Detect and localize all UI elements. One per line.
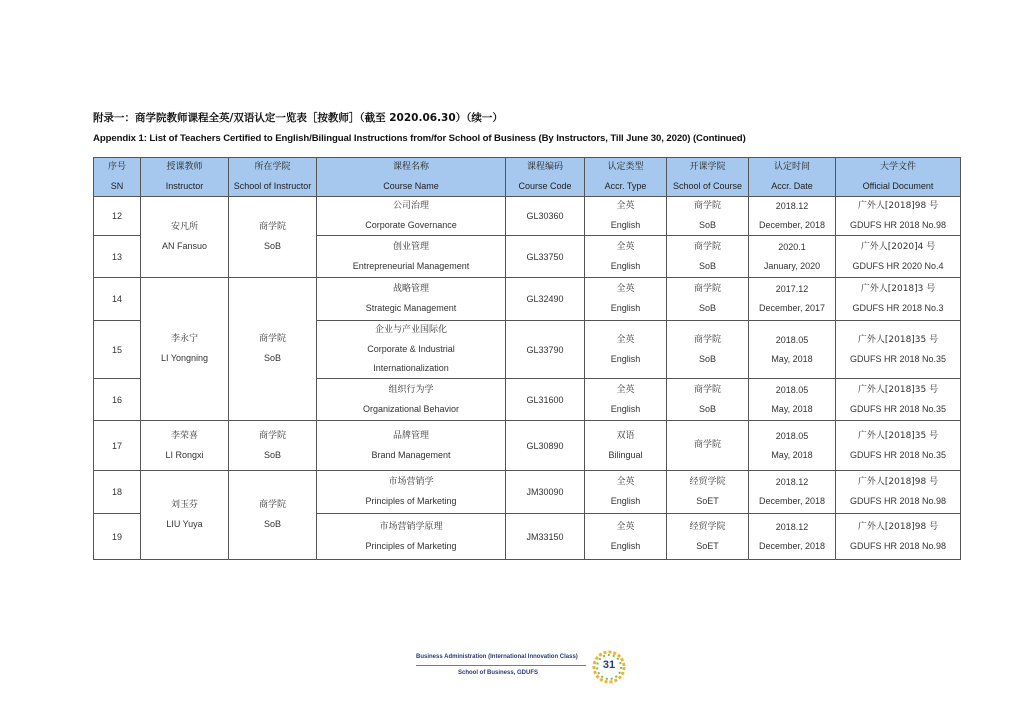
cell-official-document: 广外人[2018]35 号 GDUFS HR 2018 No.35 (836, 379, 961, 421)
cell-accr-date: 2018.12 December, 2018 (749, 514, 836, 560)
cell-school-of-instructor: 商学院 SoB (229, 471, 317, 560)
cell-accr-type: 全英 English (585, 321, 667, 379)
footer-program-name: Business Administration (International Innovation Class) (416, 654, 578, 660)
cell-instructor: 李荣喜 LI Rongxi (141, 421, 229, 471)
cell-official-document: 广外人[2020]4 号 GDUFS HR 2020 No.4 (836, 236, 961, 278)
cell-school-of-course: 商学院 SoB (667, 379, 749, 421)
header-accr-type: 认定类型 Accr. Type (585, 158, 667, 197)
header-sn: 序号 SN (94, 158, 141, 197)
cell-instructor: 刘玉芬 LIU Yuya (141, 471, 229, 560)
cell-sn: 16 (94, 379, 141, 421)
header-official-document: 大学文件 Official Document (836, 158, 961, 197)
cell-school-of-instructor: 商学院 SoB (229, 197, 317, 278)
cell-sn: 18 (94, 471, 141, 514)
header-school-of-instructor: 所在学院 School of Instructor (229, 158, 317, 197)
cell-course-name: 市场营销学 Principles of Marketing (317, 471, 506, 514)
header-accr-date: 认定时间 Accr. Date (749, 158, 836, 197)
cell-accr-type: 全英 English (585, 197, 667, 236)
cell-course-code: JM30090 (506, 471, 585, 514)
header-course-name: 课程名称 Course Name (317, 158, 506, 197)
cell-sn: 12 (94, 197, 141, 236)
cell-school-of-course: 商学院 SoB (667, 236, 749, 278)
cell-accr-type: 全英 English (585, 278, 667, 321)
footer-school-name: School of Business, GDUFS (458, 670, 539, 676)
cell-accr-type: 全英 English (585, 514, 667, 560)
cell-course-name: 战略管理 Strategic Management (317, 278, 506, 321)
cell-course-code: GL33750 (506, 236, 585, 278)
cell-course-name: 品牌管理 Brand Management (317, 421, 506, 471)
header-course-code: 课程编码 Course Code (506, 158, 585, 197)
page-footer (416, 651, 631, 685)
table-header-row (94, 158, 961, 197)
cell-course-name: 组织行为学 Organizational Behavior (317, 379, 506, 421)
cell-official-document: 广外人[2018]35 号 GDUFS HR 2018 No.35 (836, 321, 961, 379)
title-chinese: 附录一：商学院教师课程全英/双语认定一览表［按教师］（截至 2020.06.30）（续一） (93, 112, 503, 124)
cell-school-of-instructor: 商学院 SoB (229, 421, 317, 471)
cell-accr-type: 双语 Bilingual (585, 421, 667, 471)
cell-official-document: 广外人[2018]98 号 GDUFS HR 2018 No.98 (836, 514, 961, 560)
cell-school-of-course: 经贸学院 SoET (667, 471, 749, 514)
cell-course-code: GL33790 (506, 321, 585, 379)
cell-accr-date: 2018.05 May, 2018 (749, 379, 836, 421)
cell-accr-date: 2020.1 January, 2020 (749, 236, 836, 278)
header-instructor: 授课教师 Instructor (141, 158, 229, 197)
table-row (94, 421, 961, 471)
cell-course-name: 企业与产业国际化 Corporate & Industrial Internationalization (317, 321, 506, 379)
cell-course-code: GL32490 (506, 278, 585, 321)
cell-instructor: 李永宁 LI Yongning (141, 278, 229, 421)
cell-accr-type: 全英 English (585, 471, 667, 514)
cell-official-document: 广外人[2018]98 号 GDUFS HR 2018 No.98 (836, 471, 961, 514)
page-number-badge (592, 650, 626, 684)
cell-course-code: GL31600 (506, 379, 585, 421)
cell-school-of-course: 商学院 SoB (667, 321, 749, 379)
table-row (94, 278, 961, 321)
cell-accr-type: 全英 English (585, 379, 667, 421)
cell-school-of-instructor: 商学院 SoB (229, 278, 317, 421)
cell-school-of-course: 商学院 SoB (667, 278, 749, 321)
page-number: 31 (602, 659, 616, 671)
cell-accr-type: 全英 English (585, 236, 667, 278)
title-english: Appendix 1: List of Teachers Certified to English/Bilingual Instructions from/for School of Business (By Instructors, Till June 30, 2020) (Continued) (93, 133, 746, 144)
cell-course-code: GL30890 (506, 421, 585, 471)
cell-official-document: 广外人[2018]35 号 GDUFS HR 2018 No.35 (836, 421, 961, 471)
cell-accr-date: 2018.12 December, 2018 (749, 471, 836, 514)
cell-school-of-course: 商学院 (667, 421, 749, 471)
cell-school-of-course: 商学院 SoB (667, 197, 749, 236)
cell-instructor: 安凡所 AN Fansuo (141, 197, 229, 278)
cell-official-document: 广外人[2018]3 号 GDUFS HR 2018 No.3 (836, 278, 961, 321)
cell-accr-date: 2018.12 December, 2018 (749, 197, 836, 236)
cell-course-name: 公司治理 Corporate Governance (317, 197, 506, 236)
cell-course-name: 市场营销学原理 Principles of Marketing (317, 514, 506, 560)
cell-sn: 15 (94, 321, 141, 379)
cell-sn: 13 (94, 236, 141, 278)
cell-official-document: 广外人[2018]98 号 GDUFS HR 2018 No.98 (836, 197, 961, 236)
certification-table (93, 157, 961, 560)
cell-course-name: 创业管理 Entrepreneurial Management (317, 236, 506, 278)
cell-course-code: GL30360 (506, 197, 585, 236)
table-row (94, 471, 961, 514)
cell-school-of-course: 经贸学院 SoET (667, 514, 749, 560)
footer-divider (416, 665, 586, 666)
cell-course-code: JM33150 (506, 514, 585, 560)
cell-accr-date: 2017.12 December, 2017 (749, 278, 836, 321)
header-school-of-course: 开课学院 School of Course (667, 158, 749, 197)
cell-sn: 17 (94, 421, 141, 471)
cell-accr-date: 2018.05 May, 2018 (749, 321, 836, 379)
cell-sn: 19 (94, 514, 141, 560)
cell-sn: 14 (94, 278, 141, 321)
table-row (94, 197, 961, 236)
cell-accr-date: 2018.05 May, 2018 (749, 421, 836, 471)
